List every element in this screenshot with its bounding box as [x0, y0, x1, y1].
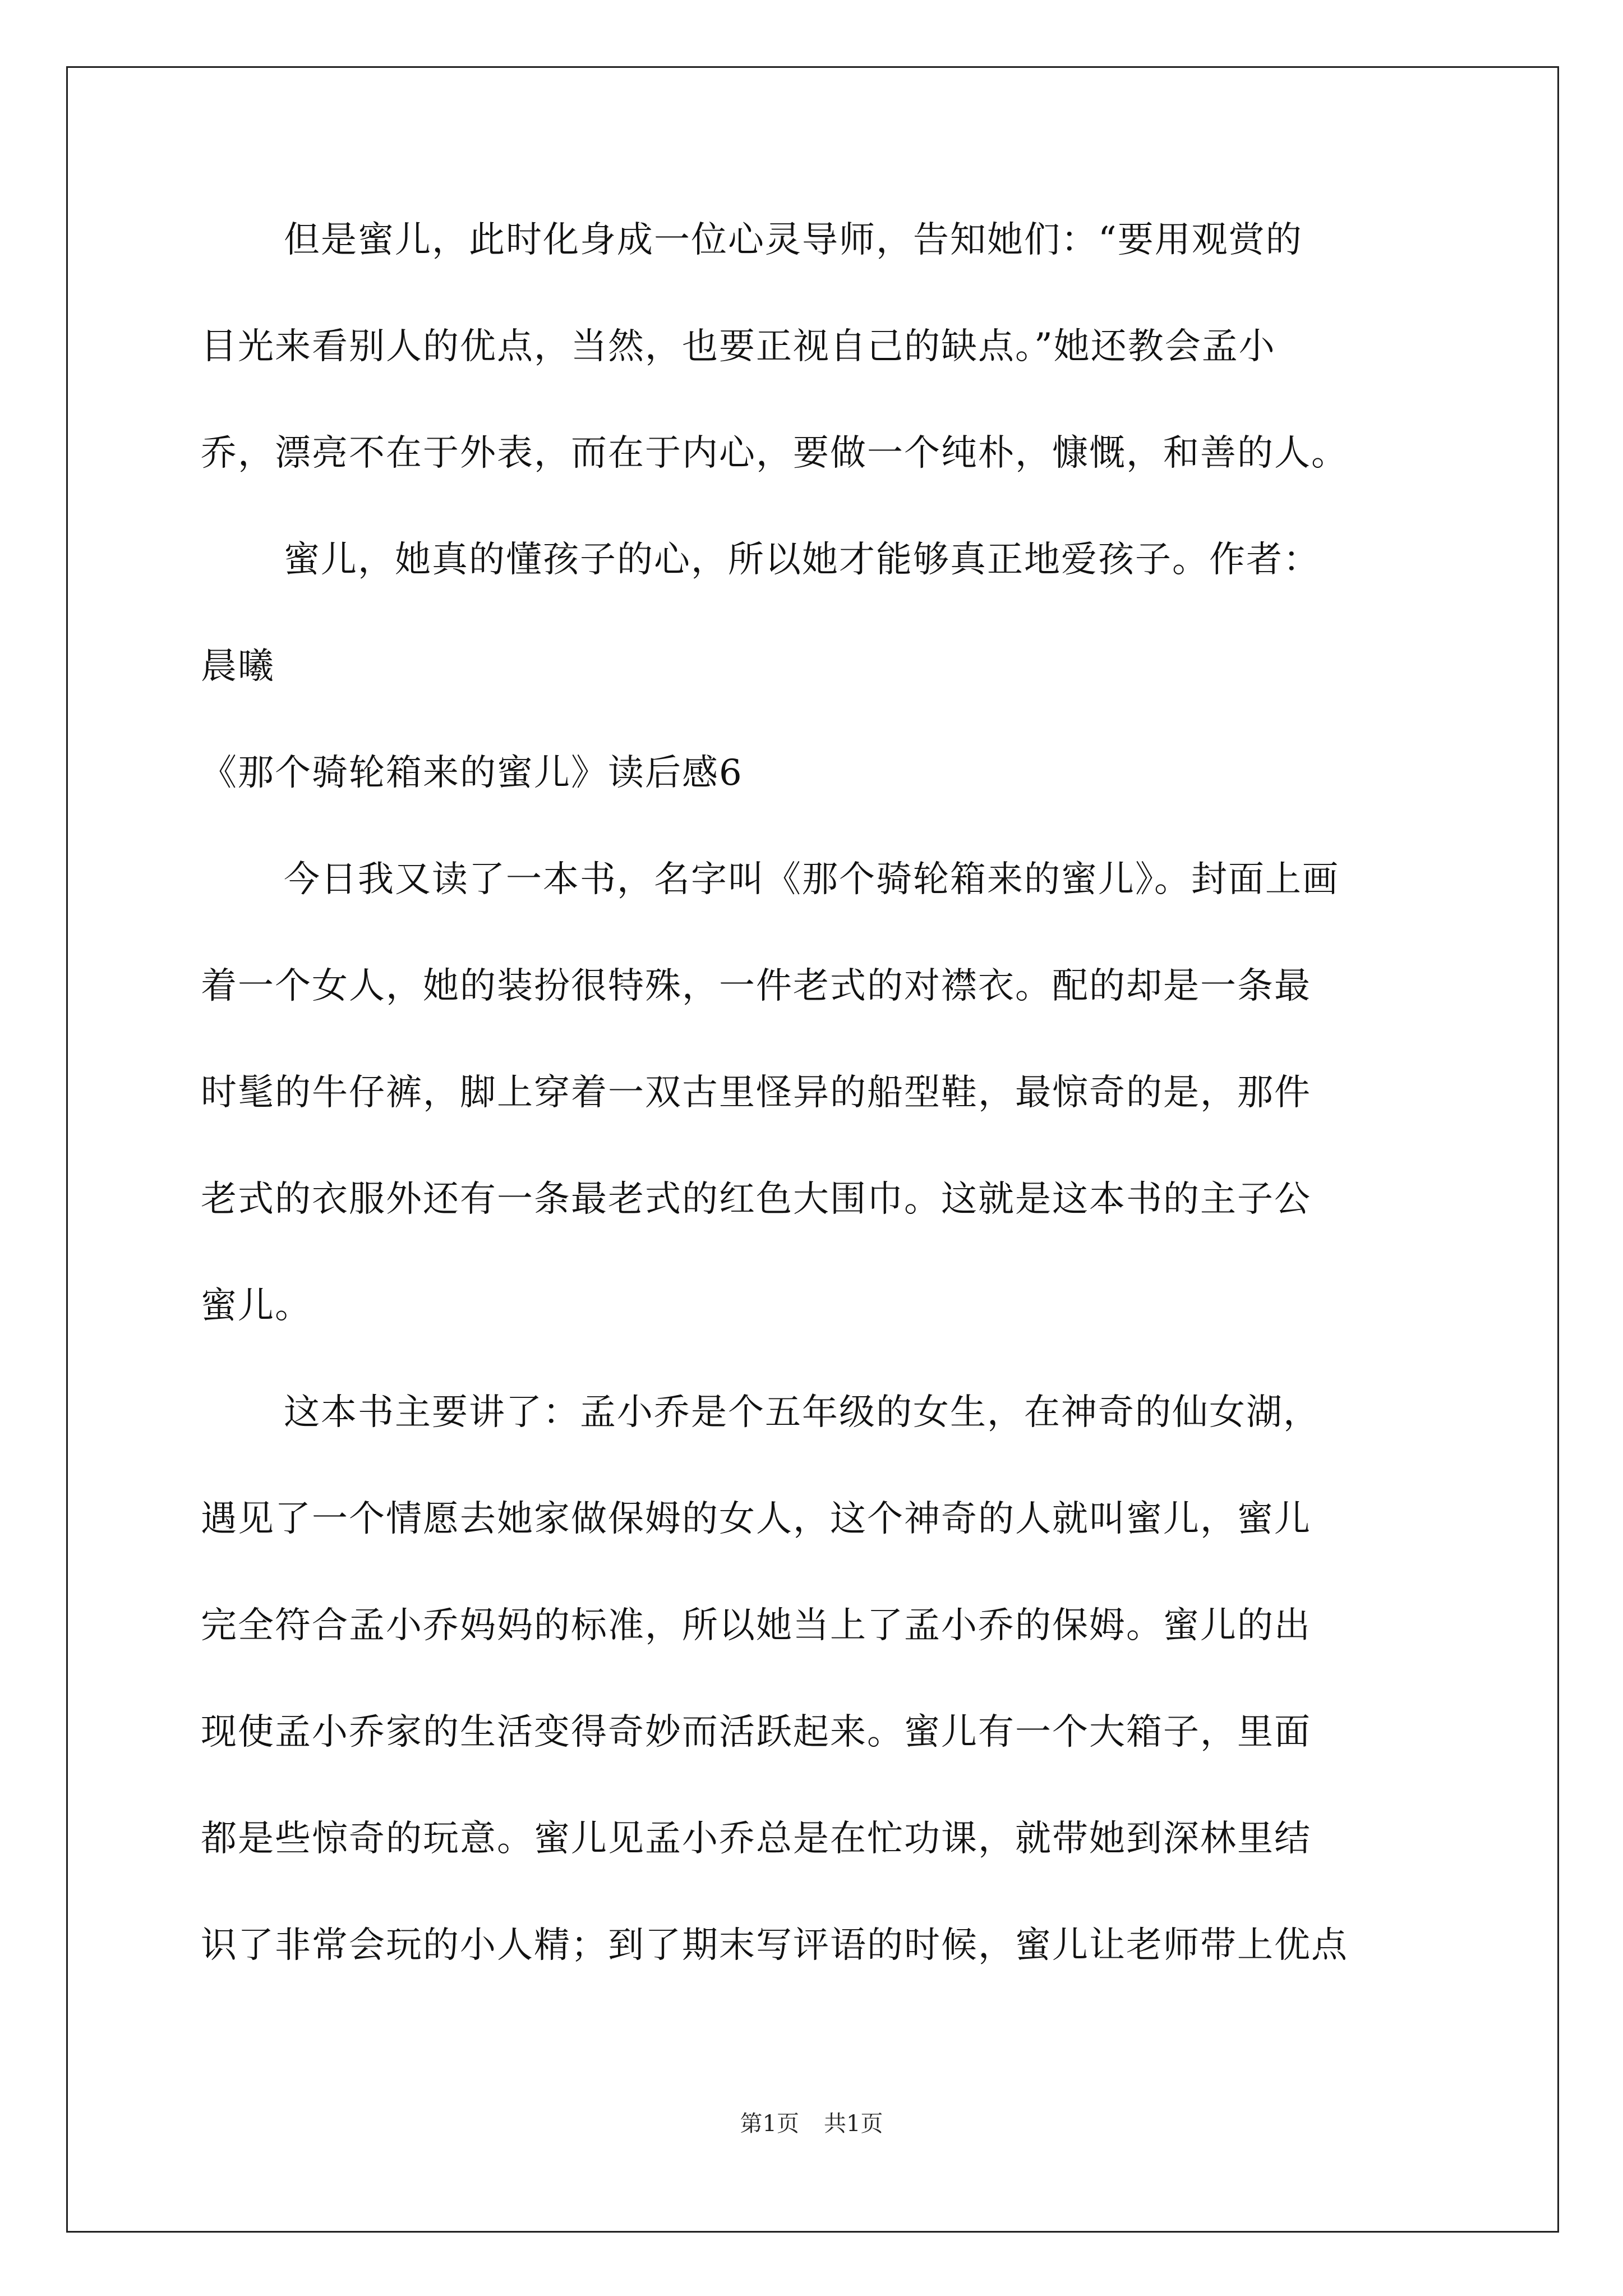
- text-line: 但是蜜儿，此时化身成一位心灵导师，告知她们：“要用观赏的: [284, 219, 1303, 261]
- text-line: 蜜儿，她真的懂孩子的心，所以她才能够真正地爱孩子。作者：: [284, 539, 1320, 581]
- paragraph: [201, 1386, 1423, 1972]
- paragraph: [201, 533, 1423, 693]
- text-line: 蜜儿。: [201, 1285, 312, 1327]
- text-line: 老式的衣服外还有一条最老式的红色大围巾。这就是这本书的主子公: [201, 1179, 1311, 1220]
- paragraph: [201, 213, 1423, 480]
- text-line: 目光来看别人的优点，当然，也要正视自己的缺点。”她还教会孟小: [201, 326, 1276, 367]
- section-heading: 《那个骑轮箱来的蜜儿》读后感6: [201, 752, 743, 794]
- text-line: 乔，漂亮不在于外表，而在于内心，要做一个纯朴，慷慨，和善的人。: [201, 432, 1348, 474]
- text-line: 时髦的牛仔裤，脚上穿着一双古里怪异的船型鞋，最惊奇的是，那件: [201, 1072, 1311, 1114]
- document-body: [201, 213, 1423, 1972]
- page-footer: [0, 2109, 1623, 2138]
- text-line: 晨曦: [201, 646, 275, 687]
- text-line: 现使孟小乔家的生活变得奇妙而活跃起来。蜜儿有一个大箱子，里面: [201, 1711, 1311, 1753]
- page-total: 共1页: [824, 2111, 883, 2137]
- page-number: 第1页: [740, 2111, 799, 2137]
- text-line: 这本书主要讲了：孟小乔是个五年级的女生，在神奇的仙女湖，: [284, 1392, 1320, 1433]
- text-line: 识了非常会玩的小人精；到了期末写评语的时候，蜜儿让老师带上优点: [201, 1925, 1348, 1966]
- text-line: 完全符合孟小乔妈妈的标准，所以她当上了孟小乔的保姆。蜜儿的出: [201, 1605, 1311, 1646]
- text-line: 今日我又读了一本书，名字叫《那个骑轮箱来的蜜儿》。封面上画: [284, 859, 1339, 900]
- text-line: 都是些惊奇的玩意。蜜儿见孟小乔总是在忙功课，就带她到深林里结: [201, 1818, 1311, 1860]
- text-line: 遇见了一个情愿去她家做保姆的女人，这个神奇的人就叫蜜儿，蜜儿: [201, 1498, 1311, 1540]
- text-line: 着一个女人，她的装扮很特殊，一件老式的对襟衣。配的却是一条最: [201, 965, 1311, 1007]
- paragraph: [201, 853, 1423, 1333]
